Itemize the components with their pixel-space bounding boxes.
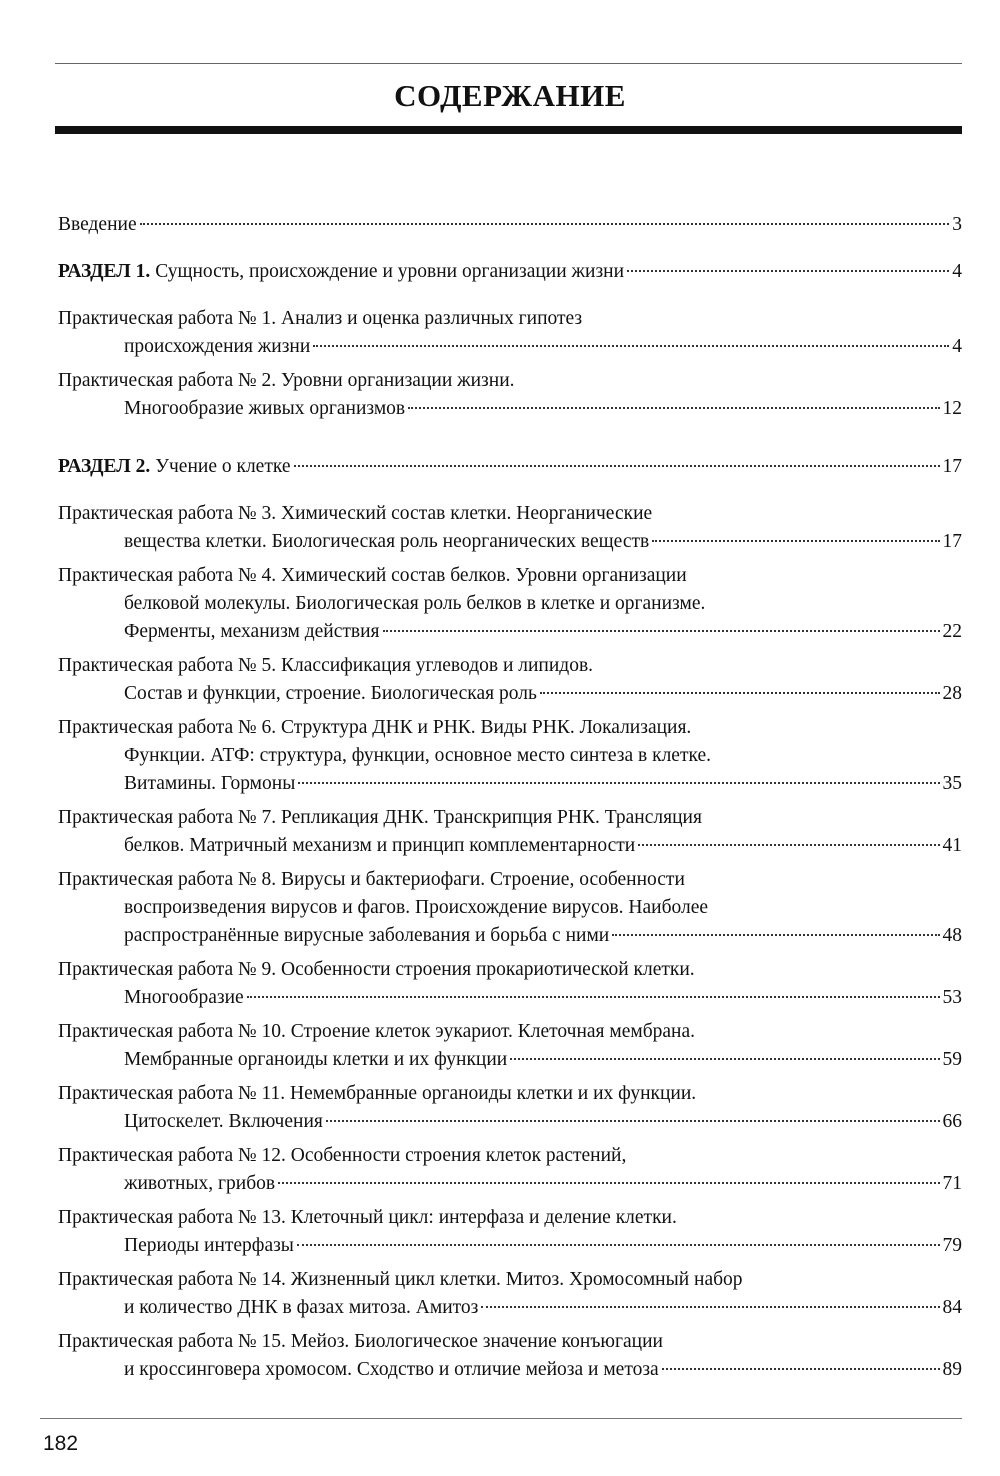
toc-entry-text: белковой молекулы. Биологическая роль белков в клетке и организме. — [124, 593, 706, 614]
toc-page-number: 35 — [942, 773, 962, 794]
toc-entry — [58, 956, 962, 1012]
dot-leader — [510, 1058, 939, 1060]
toc-entry — [58, 1266, 962, 1322]
dot-leader — [313, 345, 949, 347]
toc-entry-text: Практическая работа № 3. Химический состав клетки. Неорганические — [58, 503, 653, 524]
dot-leader — [408, 407, 939, 409]
dot-leader — [297, 1244, 940, 1246]
page-title: СОДЕРЖАНИЕ — [394, 78, 626, 113]
toc-entry-text: Мембранные органоиды клетки и их функции — [124, 1049, 508, 1070]
toc-entry-text: Практическая работа № 9. Особенности строения прокариотической клетки. — [58, 959, 695, 980]
toc-entry — [58, 652, 962, 708]
toc-entry-text: Многообразие живых организмов — [124, 398, 406, 419]
toc-entry-text: Периоды интерфазы — [124, 1235, 294, 1256]
title-underline — [55, 126, 962, 134]
toc-page-number: 79 — [942, 1235, 962, 1256]
toc-entry — [58, 258, 962, 286]
section-label: РАЗДЕЛ 2. — [58, 456, 151, 477]
dot-leader — [481, 1306, 939, 1308]
dot-leader — [638, 844, 939, 846]
toc-page-number: 84 — [942, 1297, 962, 1318]
toc-entry — [58, 305, 962, 361]
toc-entry — [58, 1142, 962, 1198]
dot-leader — [540, 692, 940, 694]
toc-entry-text: Витамины. Гормоны — [124, 773, 296, 794]
toc-entry — [58, 714, 962, 798]
toc-entry-text: животных, грибов — [124, 1173, 276, 1194]
section-label: РАЗДЕЛ 1. — [58, 261, 151, 282]
toc-entry-text: Практическая работа № 2. Уровни организации жизни. — [58, 370, 515, 391]
dot-leader — [383, 630, 940, 632]
toc-entry — [58, 1204, 962, 1260]
toc-page-number: 3 — [952, 214, 962, 235]
bottom-rule — [40, 1418, 962, 1419]
toc-entry-text: Практическая работа № 7. Репликация ДНК. Транскрипция РНК. Трансляция — [58, 807, 702, 828]
toc-page-number: 4 — [952, 261, 962, 282]
toc-entry-text: Практическая работа № 12. Особенности строения клеток растений, — [58, 1145, 627, 1166]
toc-entry-text: Практическая работа № 8. Вирусы и бактериофаги. Строение, особенности — [58, 869, 685, 890]
dot-leader — [627, 270, 949, 272]
toc-entry-text: и количество ДНК в фазах митоза. Амитоз — [124, 1297, 479, 1318]
toc-entry-text: вещества клетки. Биологическая роль неорганических веществ — [124, 531, 650, 552]
toc-entry-text: Функции. АТФ: структура, функции, основное место синтеза в клетке. — [124, 745, 711, 766]
toc-entry-text: Состав и функции, строение. Биологическая роль — [124, 683, 537, 704]
toc-entry-text: белков. Матричный механизм и принцип комплементарности — [124, 835, 636, 856]
toc-page-number: 53 — [942, 987, 962, 1008]
dot-leader — [278, 1182, 939, 1184]
dot-leader — [326, 1120, 940, 1122]
toc-entry — [58, 500, 962, 556]
toc-entry-text: Практическая работа № 5. Классификация углеводов и липидов. — [58, 655, 594, 676]
toc-entry-text: происхождения жизни — [124, 336, 311, 357]
dot-leader — [140, 223, 950, 225]
dot-leader — [652, 540, 939, 542]
toc-page-number: 59 — [942, 1049, 962, 1070]
toc-entry — [58, 804, 962, 860]
toc-page-number: 66 — [942, 1111, 962, 1132]
dot-leader — [298, 782, 939, 784]
toc-entry-text: Практическая работа № 4. Химический состав белков. Уровни организации — [58, 565, 687, 586]
toc-entry-text: Практическая работа № 13. Клеточный цикл: интерфаза и деление клетки. — [58, 1207, 677, 1228]
toc-page-number: 17 — [942, 456, 962, 477]
toc-entry — [58, 562, 962, 646]
toc-entry — [58, 367, 962, 423]
toc-entry-text: Цитоскелет. Включения — [124, 1111, 323, 1132]
toc-entry-text: Сущность, происхождение и уровни организации жизни — [150, 261, 625, 282]
toc-entry-text: Практическая работа № 10. Строение клеток эукариот. Клеточная мембрана. — [58, 1021, 696, 1042]
toc-page-number: 48 — [942, 925, 962, 946]
toc-entry-text: и кроссинговера хромосом. Сходство и отличие мейоза и метоза — [124, 1359, 659, 1380]
toc-entry-text: Многообразие — [124, 987, 244, 1008]
toc-entry-text: распространённые вирусные заболевания и борьба с ними — [124, 925, 610, 946]
dot-leader — [247, 996, 940, 998]
toc-page-number: 28 — [942, 683, 962, 704]
toc-entry-text: Ферменты, механизм действия — [124, 621, 380, 642]
toc-entry-text: Практическая работа № 11. Немембранные органоиды клетки и их функции. — [58, 1083, 697, 1104]
toc-entry-text: Учение о клетке — [150, 456, 291, 477]
toc-page-number: 17 — [942, 531, 962, 552]
page-number: 182 — [43, 1432, 79, 1455]
dot-leader — [612, 934, 939, 936]
toc-page-number: 41 — [942, 835, 962, 856]
toc-entry — [58, 1080, 962, 1136]
toc-entry — [58, 1328, 962, 1384]
toc-page-number: 71 — [942, 1173, 962, 1194]
toc-entry-text: Практическая работа № 15. Мейоз. Биологическое значение конъюгации — [58, 1331, 663, 1352]
toc-page-number: 4 — [952, 336, 962, 357]
table-of-contents — [58, 205, 962, 1384]
toc-entry-text: Практическая работа № 6. Структура ДНК и РНК. Виды РНК. Локализация. — [58, 717, 692, 738]
toc-entry — [58, 1018, 962, 1074]
toc-entry — [58, 866, 962, 950]
toc-entry-text: Практическая работа № 14. Жизненный цикл клетки. Митоз. Хромосомный набор — [58, 1269, 743, 1290]
toc-entry-text: воспроизведения вирусов и фагов. Происхождение вирусов. Наиболее — [124, 897, 709, 918]
toc-entry-text: Практическая работа № 1. Анализ и оценка различных гипотез — [58, 308, 583, 329]
toc-page-number: 22 — [942, 621, 962, 642]
toc-page-number: 12 — [942, 398, 962, 419]
toc-entry-text: Введение — [58, 214, 137, 235]
toc-page-number: 89 — [942, 1359, 962, 1380]
dot-leader — [662, 1368, 940, 1370]
toc-entry — [58, 211, 962, 239]
top-rule — [55, 63, 962, 64]
toc-entry — [58, 453, 962, 481]
dot-leader — [294, 465, 940, 467]
